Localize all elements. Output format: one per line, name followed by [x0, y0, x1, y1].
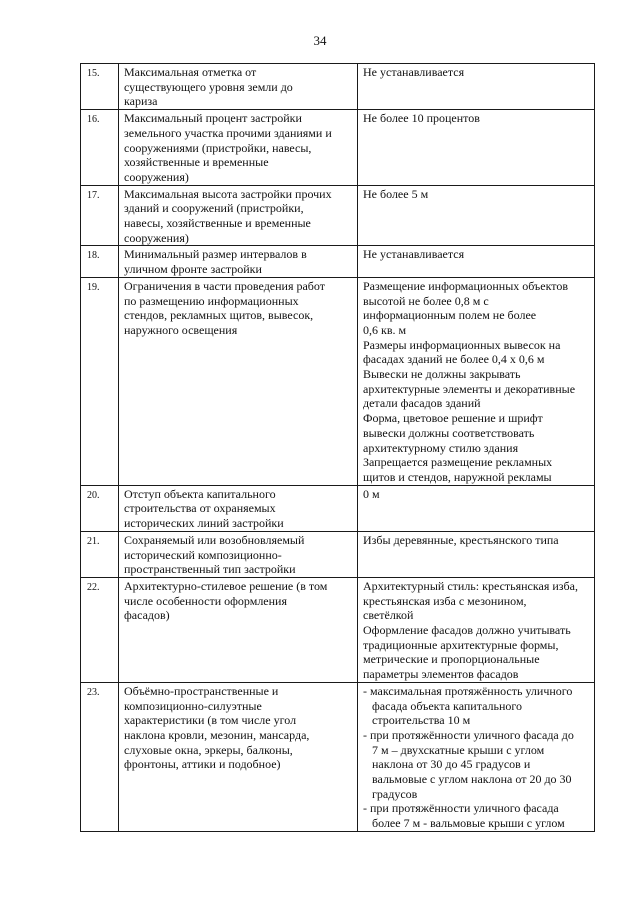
parameter-cell [119, 277, 358, 485]
table-row [81, 64, 595, 110]
parameter-line: фасадов) [124, 608, 170, 623]
value-cell [358, 64, 595, 110]
parameter-line: наружного освещения [124, 322, 238, 337]
value-line: Избы деревянные, крестьянского типа [363, 532, 559, 547]
value-line: традиционные архитектурные формы, [363, 637, 559, 652]
parameter-line: исторических линий застройки [124, 516, 284, 531]
value-line: Запрещается размещение рекламных [363, 455, 553, 470]
row-number: 22. [81, 577, 119, 682]
parameter-line: сооружения) [124, 169, 189, 184]
parameter-line: сооружениями (пристройки, навесы, [124, 140, 312, 155]
parameter-line: Ограничения в части проведения работ [124, 278, 325, 293]
table-row [81, 485, 595, 531]
parameter-line: слуховые окна, эркеры, балконы, [124, 742, 293, 757]
parameter-line: исторический композиционно- [124, 547, 282, 562]
parameter-line: существующего уровня земли до [124, 79, 293, 94]
value-line: 7 м – двухскатные крыши с углом [372, 742, 545, 757]
parameter-line: Максимальная отметка от [124, 65, 257, 79]
value-cell [358, 246, 595, 277]
table-row [81, 682, 595, 831]
value-line: фасадах зданий не более 0,4 х 0,6 м [363, 352, 545, 367]
value-line: - при протяжённости уличного фасада до [363, 727, 574, 742]
value-line: параметры элементов фасадов [363, 667, 519, 682]
table-row [81, 577, 595, 682]
parameter-line: композиционно-силуэтные [124, 698, 262, 713]
value-line: Не устанавливается [363, 65, 465, 79]
parameter-line: кариза [124, 94, 158, 109]
parameter-cell [119, 531, 358, 577]
table-row [81, 246, 595, 277]
parameter-line: строительства от охраняемых [124, 501, 276, 516]
table-row [81, 531, 595, 577]
parameter-line: Сохраняемый или возобновляемый [124, 532, 305, 547]
parameter-line: стендов, рекламных щитов, вывесок, [124, 308, 314, 323]
page-number: 34 [313, 33, 327, 48]
parameter-line: фронтоны, аттики и подобное) [124, 757, 281, 772]
value-line: Не более 10 процентов [363, 111, 480, 126]
parameter-line: характеристики (в том числе угол [124, 713, 297, 728]
value-line: крестьянская изба с мезонином, [363, 593, 527, 608]
value-line: 0 м [363, 486, 380, 501]
value-line: архитектурному стилю здания [363, 440, 519, 455]
parameter-line: пространственный тип застройки [124, 562, 296, 577]
value-line: архитектурные элементы и декоративные [363, 381, 576, 396]
parameter-line: Архитектурно-стилевое решение (в том [124, 578, 328, 593]
value-cell [358, 682, 595, 831]
value-cell [358, 577, 595, 682]
value-line: вывески должны соответствовать [363, 425, 535, 440]
value-line: градусов [372, 786, 418, 801]
parameter-cell [119, 485, 358, 531]
value-line: наклона от 30 до 45 градусов и [372, 757, 531, 772]
parameter-line: по размещению информационных [124, 293, 299, 308]
value-cell [358, 185, 595, 246]
row-number: 23. [81, 682, 119, 831]
value-line: Не устанавливается [363, 247, 465, 262]
parameter-line: сооружения) [124, 230, 189, 245]
value-line: - максимальная протяжённость уличного [363, 683, 573, 698]
value-line: строительства 10 м [372, 713, 471, 728]
row-number: 21. [81, 531, 119, 577]
value-line: Форма, цветовое решение и шрифт [363, 411, 543, 426]
parameter-line: навесы, хозяйственные и временные [124, 216, 311, 231]
row-number: 17. [81, 185, 119, 246]
value-cell [358, 110, 595, 186]
value-cell [358, 485, 595, 531]
row-number: 18. [81, 246, 119, 277]
parameter-cell [119, 185, 358, 246]
parameter-line: хозяйственные и временные [124, 155, 269, 170]
value-line: щитов и стендов, наружной рекламы [363, 469, 552, 484]
parameter-cell [119, 246, 358, 277]
value-line: фасада объекта капитального [372, 698, 523, 713]
value-line: более 7 м - вальмовые крыши с углом [372, 816, 565, 831]
regulations-table [80, 63, 595, 832]
table-row [81, 110, 595, 186]
row-number: 20. [81, 485, 119, 531]
row-number: 19. [81, 277, 119, 485]
parameter-cell [119, 110, 358, 186]
parameter-line: Объёмно-пространственные и [124, 683, 279, 698]
parameter-line: Максимальная высота застройки прочих [124, 186, 332, 201]
value-cell [358, 277, 595, 485]
value-line: вальмовые с углом наклона от 20 до 30 [372, 772, 572, 787]
parameter-cell [119, 64, 358, 110]
regulations-table-body [81, 64, 595, 832]
value-line: 0,6 кв. м [363, 322, 407, 337]
parameter-line: Минимальный размер интервалов в [124, 247, 307, 262]
parameter-line: земельного участка прочими зданиями и [124, 125, 332, 140]
row-number: 15. [81, 64, 119, 110]
value-line: Вывески не должны закрывать [363, 367, 521, 382]
value-line: метрические и пропорциональные [363, 652, 540, 667]
value-line: высотой не более 0,8 м с [363, 293, 489, 308]
value-line: светёлкой [363, 608, 414, 623]
parameter-line: уличном фронте застройки [124, 262, 262, 277]
parameter-line: Максимальный процент застройки [124, 111, 302, 126]
parameter-line: Отступ объекта капитального [124, 486, 276, 501]
value-line: детали фасадов зданий [363, 396, 481, 411]
value-line: Архитектурный стиль: крестьянская изба, [363, 578, 578, 593]
parameter-cell [119, 577, 358, 682]
value-line: Оформление фасадов должно учитывать [363, 623, 571, 638]
value-line: - при протяжённости уличного фасада [363, 801, 559, 816]
parameter-cell [119, 682, 358, 831]
parameter-line: числе особенности оформления [124, 593, 287, 608]
parameter-line: наклона кровли, мезонин, мансарда, [124, 727, 310, 742]
table-row [81, 185, 595, 246]
value-line: информационным полем не более [363, 308, 537, 323]
value-line: Размеры информационных вывесок на [363, 337, 561, 352]
value-line: Размещение информационных объектов [363, 278, 569, 293]
value-line: Не более 5 м [363, 186, 429, 201]
table-row [81, 277, 595, 485]
value-cell [358, 531, 595, 577]
parameter-line: зданий и сооружений (пристройки, [124, 201, 304, 216]
row-number: 16. [81, 110, 119, 186]
